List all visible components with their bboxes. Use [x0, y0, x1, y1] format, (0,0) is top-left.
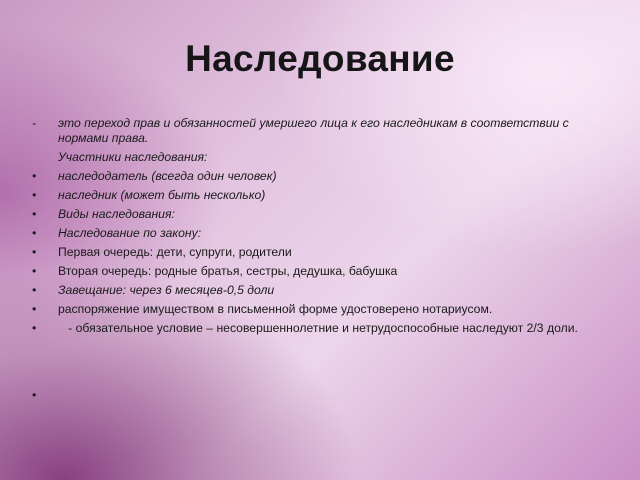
- bullet: •: [32, 226, 37, 240]
- list-item: [32, 321, 592, 336]
- slide-title: Наследование: [185, 38, 455, 79]
- bullet: •: [32, 245, 37, 259]
- item-text: Завещание: через 6 месяцев-0,5 доли: [58, 283, 275, 297]
- list-item: [32, 264, 592, 279]
- list-item: [32, 245, 592, 260]
- bullet: •: [32, 169, 37, 183]
- bullet: •: [32, 302, 37, 316]
- bullet: •: [32, 188, 37, 202]
- item-text: Первая очередь: дети, супруги, родители: [58, 245, 292, 259]
- list-item: [32, 188, 592, 203]
- list-item: [32, 207, 592, 222]
- bullet: •: [32, 264, 37, 278]
- item-text: наследник (может быть несколько): [58, 188, 266, 202]
- list-item: [32, 169, 592, 184]
- bullet: •: [32, 388, 37, 402]
- item-text: Наследование по закону:: [58, 226, 202, 240]
- item-text: распоряжение имуществом в письменной форме удостоверено нотариусом.: [58, 302, 493, 316]
- bullet: •: [32, 207, 37, 221]
- dash-bullet: -: [32, 116, 37, 130]
- item-text: это переход прав и обязанностей умершего лица к его наследникам в соответствии с нормами права.: [58, 116, 569, 145]
- item-text: наследодатель (всегда один человек): [58, 169, 277, 183]
- list-item: [32, 150, 592, 165]
- bullet: •: [32, 321, 37, 335]
- bullet: •: [32, 283, 37, 297]
- list-item: [32, 116, 592, 146]
- item-text: Вторая очередь: родные братья, сестры, дедушка, бабушка: [58, 264, 398, 278]
- slide-content: [32, 116, 592, 402]
- list-item: [32, 283, 592, 298]
- list-item: [32, 226, 592, 241]
- item-text: Виды наследования:: [58, 207, 175, 221]
- list-item: [32, 302, 592, 317]
- item-text: Участники наследования:: [58, 150, 208, 164]
- item-text: - обязательное условие – несовершеннолетние и нетрудоспособные наследуют 2/3 доли.: [58, 321, 578, 335]
